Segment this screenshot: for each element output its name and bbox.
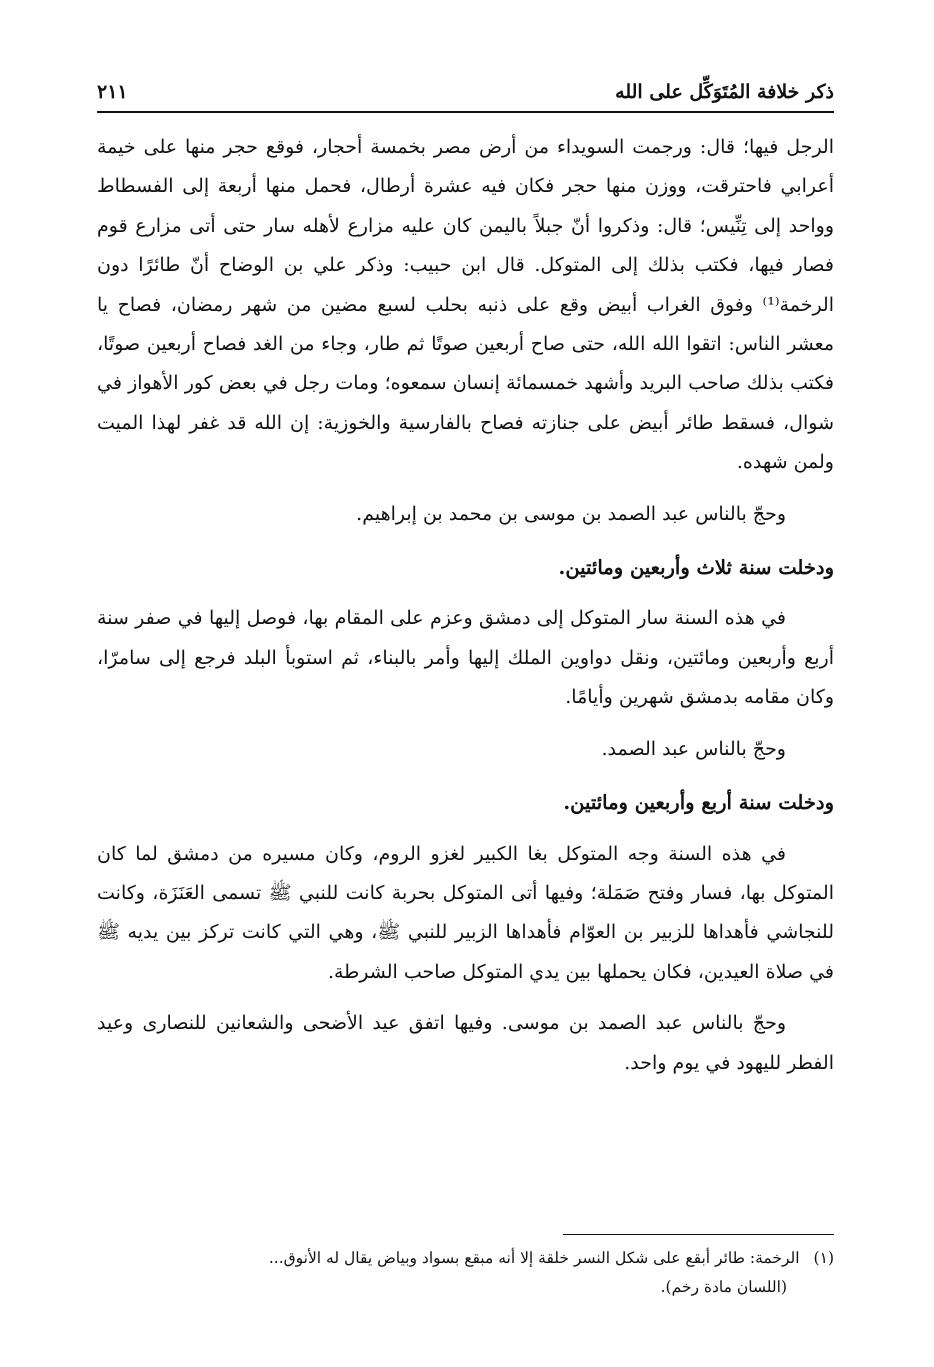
paragraph: وحجّ بالناس عبد الصمد بن موسى. وفيها اتفق عيد الأضحى والشعانين للنصارى وعيد الفطر لليهود في يوم واحد. <box>97 1012 834 1074</box>
paragraph: وحجّ بالناس عبد الصمد بن موسى بن محمد بن إبراهيم. <box>356 502 786 525</box>
footnote-text: الرخمة: طائر أبقع على شكل النسر خلقة إلا أنه مبقع بسواد وبياض يقال له الأنوق... <box>268 1249 800 1267</box>
paragraph: الرجل فيها؛ قال: ورجمت السويداء من أرض مصر بخمسة أحجار، فوقع حجر منها على خيمة أعرابي فاحترقت، ووزن منها حجر فكان فيه عشرة أرطال، فحمل منها أربعة إلى الفسطاط وواحد إلى تِنِّيس؛ قال: وذكروا أنّ جبلاً باليمن كان عليه مزارع لأهله سار حتى أتى مزارع قوم فصار فيها، فكتب بذلك إلى المتوكل. قال ابن حبيب: وذكر علي بن الوضاح أنّ طائرًا دون الرخمة⁽¹⁾ وفوق الغراب أبيض وقع على ذنبه بحلب لسبع مضين من شهر رمضان، فصاح يا معشر الناس: اتقوا الله الله، حتى صاح أربعين صوتًا ثم طار، وجاء من الغد فصاح أربعين صوتًا، فكتب بذلك صاحب البريد وأشهد خمسمائة إنسان سمعوه؛ ومات رجل في بعض كور الأهواز في شوال، فسقط طائر أبيض على جنازته فصاح بالفارسية والخوزية: إن الله قد غفر لهذا الميت ولمن شهده. <box>97 136 834 474</box>
main-text <box>97 128 834 1083</box>
footnote <box>97 1244 834 1302</box>
footnote-source: (اللسان مادة رخم). <box>660 1278 787 1296</box>
paragraph: في هذه السنة وجه المتوكل بغا الكبير لغزو الروم، وكان مسيره من دمشق لما كان المتوكل بها، فسار وفتح صَمَلة؛ وفيها أتى المتوكل بحربة كانت للنبي ﷺ تسمى العَنَزَة، وكانت للنجاشي فأهداها للزبير بن العوّام فأهداها الزبير للنبي ﷺ، وهي التي كانت تركز بين يديه ﷺ في صلاة العيدين، فكان يحملها بين يدي المتوكل صاحب الشرطة. <box>97 842 834 983</box>
page-header <box>97 74 834 110</box>
footnote-number: (١) <box>813 1249 834 1267</box>
header-rule <box>97 111 834 113</box>
paragraph: وحجّ بالناس عبد الصمد. <box>601 737 786 760</box>
paragraph: في هذه السنة سار المتوكل إلى دمشق وعزم على المقام بها، فوصل إليها في صفر سنة أربع وأربعين ومائتين، ونقل دواوين الملك إليها وأمر بالبناء، ثم استوبأ البلد فرجع إلى سامرّا، وكان مقامه بدمشق شهرين وأيامًا. <box>97 607 834 709</box>
running-title: ذكر خلافة المُتَوَكِّل على الله <box>615 81 834 103</box>
footnote-rule <box>563 1234 834 1235</box>
page-number: ٢١١ <box>97 81 128 103</box>
section-heading: ودخلت سنة ثلاث وأربعين ومائتين. <box>558 556 834 580</box>
section-heading: ودخلت سنة أربع وأربعين ومائتين. <box>563 791 834 815</box>
